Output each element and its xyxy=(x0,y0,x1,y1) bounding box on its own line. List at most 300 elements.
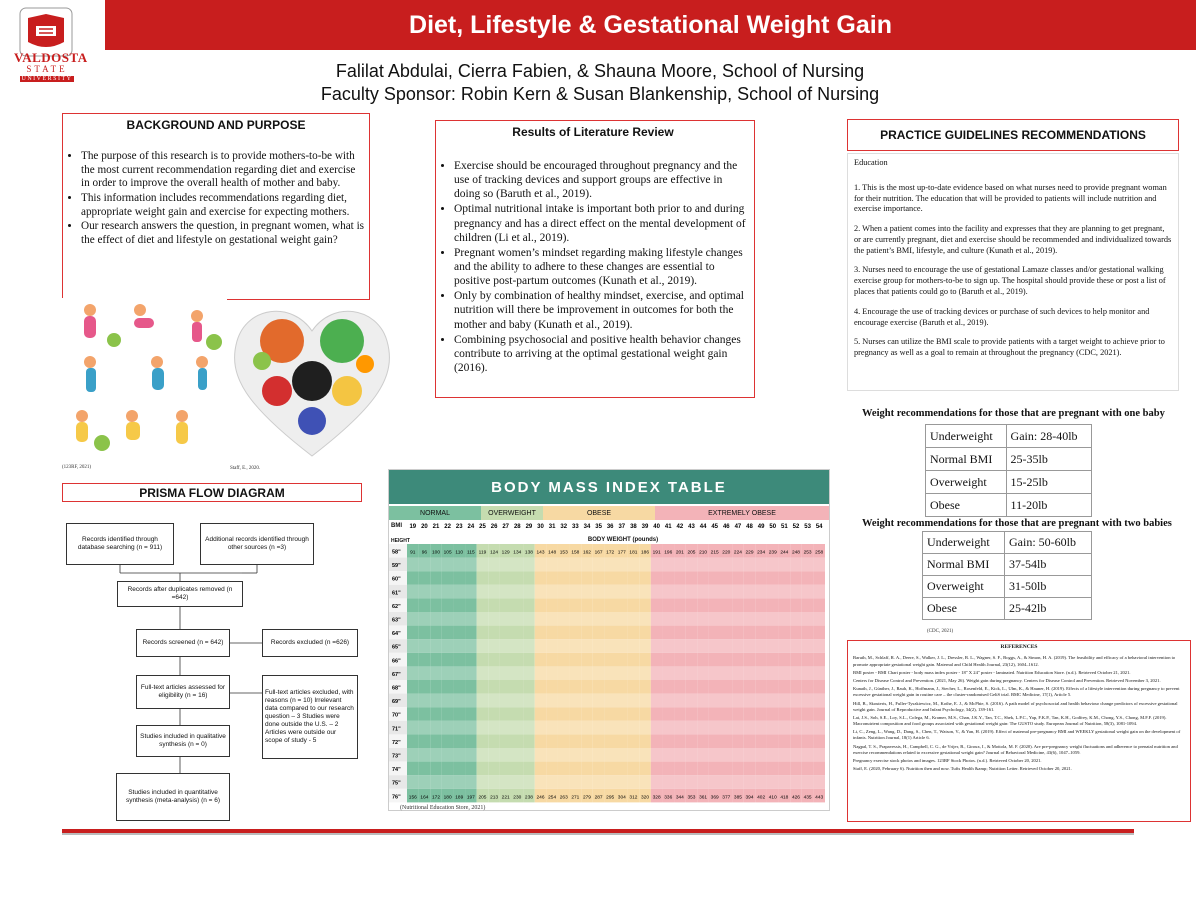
bmi-cell xyxy=(465,585,477,599)
bmi-weight-value: 181 xyxy=(629,550,638,556)
bmi-cell xyxy=(767,626,779,640)
bmi-cell xyxy=(628,775,640,789)
bmi-cell xyxy=(697,721,709,735)
bmi-cell xyxy=(790,571,802,585)
prisma-heading: PRISMA FLOW DIAGRAM xyxy=(139,485,285,500)
bmi-cell xyxy=(779,666,791,680)
bmi-cell xyxy=(628,694,640,708)
bmi-cell xyxy=(488,598,500,612)
bmi-cell xyxy=(512,707,524,721)
bmi-cell xyxy=(581,626,593,640)
bmi-cell xyxy=(790,598,802,612)
bmi-cell xyxy=(732,639,744,653)
bmi-cell xyxy=(419,666,431,680)
bmi-cell xyxy=(790,748,802,762)
bmi-cell xyxy=(442,748,454,762)
results-bullets xyxy=(440,159,746,375)
bmi-cell xyxy=(697,775,709,789)
bmi-cell xyxy=(767,612,779,626)
bmi-cell xyxy=(488,571,500,585)
bmi-cell xyxy=(523,748,535,762)
bmi-cell xyxy=(604,734,616,748)
bmi-height-label: 69" xyxy=(392,699,401,706)
bmi-cell xyxy=(407,666,419,680)
bmi-cell xyxy=(697,694,709,708)
bmi-cell xyxy=(709,626,721,640)
bmi-value-label: 52 xyxy=(792,524,800,530)
prisma-box-qualitative: Studies included in qualitative synthesis (n = 0) xyxy=(136,725,230,757)
bmi-cell xyxy=(442,626,454,640)
bmi-cell xyxy=(546,598,558,612)
bmi-cell xyxy=(628,639,640,653)
bmi-cell xyxy=(790,653,802,667)
bmi-cell xyxy=(465,762,477,776)
bmi-cell xyxy=(674,707,686,721)
bmi-cell xyxy=(593,721,605,735)
practice-heading-box xyxy=(847,119,1179,151)
bmi-cell xyxy=(558,558,570,572)
pregnancy-exercise-image xyxy=(62,298,227,460)
bmi-cell xyxy=(465,558,477,572)
bmi-cell xyxy=(709,585,721,599)
bmi-cell xyxy=(616,734,628,748)
bmi-cell xyxy=(546,558,558,572)
bmi-cell xyxy=(616,612,628,626)
table-cell: Obese xyxy=(926,494,1007,517)
bmi-cell xyxy=(500,558,512,572)
bmi-cell xyxy=(581,666,593,680)
bmi-weight-value: 353 xyxy=(687,795,696,801)
bmi-cell xyxy=(453,571,465,585)
bmi-cell xyxy=(744,558,756,572)
bmi-cell xyxy=(813,694,825,708)
bmi-cell xyxy=(767,666,779,680)
bmi-cell xyxy=(662,734,674,748)
bmi-cell xyxy=(674,598,686,612)
bmi-cell xyxy=(744,762,756,776)
bmi-weight-value: 394 xyxy=(745,795,754,801)
bmi-cell xyxy=(755,748,767,762)
bmi-weight-value: 271 xyxy=(571,795,580,801)
bmi-cell xyxy=(407,558,419,572)
bmi-cell xyxy=(721,748,733,762)
bmi-cell xyxy=(442,571,454,585)
bmi-cell xyxy=(465,653,477,667)
bmi-cell xyxy=(453,612,465,626)
bmi-cell xyxy=(570,626,582,640)
bmi-cell xyxy=(732,694,744,708)
bmi-cell xyxy=(616,626,628,640)
bmi-cell xyxy=(697,707,709,721)
bmi-cell xyxy=(407,612,419,626)
bmi-cell xyxy=(558,571,570,585)
bmi-cell xyxy=(453,598,465,612)
results-heading: Results of Literature Review xyxy=(512,125,674,139)
bmi-cell xyxy=(465,666,477,680)
bmi-cell xyxy=(477,748,489,762)
bmi-cell xyxy=(697,762,709,776)
bmi-value-label: 19 xyxy=(409,524,417,530)
bmi-cat-extreme: EXTREMELY OBESE xyxy=(655,506,829,520)
bmi-cell xyxy=(779,762,791,776)
reference-item: Staff, E. (2020, February 6). Nutrition then and now. Tufts Health &amp; Nutrition Letter. Retrieved October 20, 2021. xyxy=(853,766,1072,772)
bmi-cell xyxy=(616,694,628,708)
bmi-cell xyxy=(570,762,582,776)
bmi-weight-value: 234 xyxy=(757,550,766,556)
bmi-cell xyxy=(419,585,431,599)
bmi-cell xyxy=(709,694,721,708)
bmi-cell xyxy=(732,748,744,762)
bmi-cell xyxy=(790,680,802,694)
bmi-cell xyxy=(674,748,686,762)
bmi-cell xyxy=(732,653,744,667)
cdc-caption: (CDC, 2021) xyxy=(927,629,954,634)
bmi-cell xyxy=(500,626,512,640)
bmi-cell xyxy=(593,612,605,626)
bmi-cell xyxy=(744,598,756,612)
bmi-value-label: 26 xyxy=(490,524,498,530)
practice-item: 3. Nurses need to encourage the use of gestational Lamaze classes and/or gestational walking exercise group for mothers-to-be to sign up. The hospital should provide these or post a list of places that patients could go to (Baruth et al., 2019). xyxy=(854,265,1166,297)
bmi-cell xyxy=(488,748,500,762)
bmi-cell xyxy=(721,762,733,776)
bmi-cell xyxy=(523,734,535,748)
bmi-cell xyxy=(419,571,431,585)
bmi-cell xyxy=(813,585,825,599)
bmi-cell xyxy=(639,612,651,626)
bmi-cell xyxy=(813,680,825,694)
bmi-cell xyxy=(674,612,686,626)
bmi-cell xyxy=(674,585,686,599)
bmi-cell xyxy=(500,680,512,694)
bmi-cell xyxy=(523,585,535,599)
bmi-height-label: 74" xyxy=(392,767,401,774)
bmi-cell xyxy=(419,694,431,708)
bmi-cell xyxy=(558,598,570,612)
bmi-cell xyxy=(721,585,733,599)
bmi-cell xyxy=(523,775,535,789)
bmi-cell xyxy=(732,707,744,721)
bmi-cell xyxy=(767,734,779,748)
bmi-cell xyxy=(755,762,767,776)
bmi-cell xyxy=(500,734,512,748)
bmi-height-label: 75" xyxy=(392,780,401,787)
bmi-cell xyxy=(651,666,663,680)
bmi-cell xyxy=(686,734,698,748)
bmi-cell xyxy=(604,680,616,694)
bmi-cell xyxy=(697,626,709,640)
weight-two-heading: Weight recommendations for those that are pregnant with two babies xyxy=(862,518,1172,529)
bmi-cell xyxy=(523,694,535,708)
weight-two-table xyxy=(922,531,1092,620)
bmi-cell xyxy=(465,571,477,585)
bmi-cell xyxy=(604,639,616,653)
bmi-cell xyxy=(813,748,825,762)
bmi-cell xyxy=(802,680,814,694)
bmi-title: BODY MASS INDEX TABLE xyxy=(389,470,829,504)
bmi-cell xyxy=(570,775,582,789)
bmi-cell xyxy=(604,612,616,626)
bmi-cell xyxy=(732,626,744,640)
bmi-weight-value: 91 xyxy=(410,550,416,556)
bmi-cell xyxy=(604,558,616,572)
bmi-cell xyxy=(546,775,558,789)
bmi-weight-value: 369 xyxy=(710,795,719,801)
bmi-cell xyxy=(616,775,628,789)
bmi-cell xyxy=(813,707,825,721)
bmi-cell xyxy=(802,707,814,721)
bmi-cell xyxy=(721,694,733,708)
bmi-cell xyxy=(488,775,500,789)
bmi-cell xyxy=(488,585,500,599)
bmi-weight-value: 312 xyxy=(629,795,638,801)
bmi-cell xyxy=(697,734,709,748)
bmi-cell xyxy=(639,653,651,667)
bmi-cell xyxy=(500,571,512,585)
bmi-height-label: 59" xyxy=(392,563,401,570)
bmi-cell xyxy=(802,585,814,599)
bmi-height-label: 73" xyxy=(392,753,401,760)
bmi-cell xyxy=(593,707,605,721)
bmi-cell xyxy=(697,585,709,599)
reference-item: Centers for Disease Control and Prevention. (2021, May 26). Weight gain during pregnancy. Centers for Disease Control and Prevention. Retrieved November 3, 2021. xyxy=(853,677,1161,683)
bmi-cell xyxy=(546,639,558,653)
bmi-weight-value: 105 xyxy=(443,550,452,556)
bmi-cell xyxy=(407,762,419,776)
bmi-weight-value: 377 xyxy=(722,795,731,801)
bmi-cell xyxy=(813,571,825,585)
bmi-cell xyxy=(651,626,663,640)
bmi-cell xyxy=(767,598,779,612)
bmi-weight-value: 205 xyxy=(478,795,487,801)
bmi-cell xyxy=(500,639,512,653)
bmi-cell xyxy=(465,775,477,789)
bmi-cell xyxy=(790,639,802,653)
table-row xyxy=(926,448,1092,471)
bmi-cell xyxy=(604,571,616,585)
bmi-cell xyxy=(802,748,814,762)
bmi-cell xyxy=(662,585,674,599)
bmi-cell xyxy=(732,775,744,789)
bmi-weight-value: 156 xyxy=(408,795,417,801)
bmi-cell xyxy=(628,707,640,721)
bmi-cell xyxy=(674,721,686,735)
bmi-cell xyxy=(686,571,698,585)
bmi-weight-value: 287 xyxy=(594,795,603,801)
bmi-value-label: 46 xyxy=(722,524,730,530)
bmi-cell xyxy=(523,653,535,667)
bmi-cell xyxy=(407,571,419,585)
bmi-cell xyxy=(697,680,709,694)
bmi-cell xyxy=(639,639,651,653)
bmi-height-label: 58" xyxy=(392,549,401,556)
bmi-cell xyxy=(419,775,431,789)
bmi-value-label: 39 xyxy=(641,524,649,530)
bmi-cell xyxy=(593,666,605,680)
bmi-cell xyxy=(744,707,756,721)
bmi-cell xyxy=(732,721,744,735)
bmi-cell xyxy=(616,558,628,572)
bmi-cell xyxy=(662,680,674,694)
bmi-cell xyxy=(512,721,524,735)
bmi-weight-value: 244 xyxy=(780,550,789,556)
bmi-weight-value: 124 xyxy=(490,550,499,556)
bmi-cell xyxy=(442,666,454,680)
bmi-cell xyxy=(616,598,628,612)
bmi-cell xyxy=(674,775,686,789)
bmi-cell xyxy=(639,558,651,572)
bmi-cell xyxy=(813,598,825,612)
bmi-weight-value: 158 xyxy=(571,550,580,556)
bmi-cell xyxy=(593,598,605,612)
bmi-cell xyxy=(512,571,524,585)
bmi-cell xyxy=(628,626,640,640)
bmi-cell xyxy=(488,721,500,735)
bmi-cell xyxy=(500,775,512,789)
bmi-cell xyxy=(465,626,477,640)
bmi-cell xyxy=(430,653,442,667)
bmi-cell xyxy=(662,653,674,667)
bmi-cell xyxy=(802,762,814,776)
bmi-cell xyxy=(686,598,698,612)
bmi-cell xyxy=(593,762,605,776)
bmi-value-label: 47 xyxy=(734,524,742,530)
bmi-cell xyxy=(755,571,767,585)
bmi-weight-value: 186 xyxy=(641,550,650,556)
table-row xyxy=(926,471,1092,494)
reference-item: Hill, B., Skouteris, H., Fuller-Tyszkiewicz, M., Kothe, E. J., & McPhie, S. (2016). A path model of psychosocial and health behaviour change predictors of excessive gestational weight gain. Journal of Reproductive and Infant Psychology, 34(2), 139-161. xyxy=(853,700,1178,712)
prisma-box-quantitative: Studies included in quantitative synthesis (meta-analysis) (n = 6) xyxy=(116,773,230,821)
bmi-cell xyxy=(639,666,651,680)
bmi-cell xyxy=(477,612,489,626)
bmi-cell xyxy=(651,612,663,626)
bmi-cell xyxy=(570,598,582,612)
bmi-cell xyxy=(593,694,605,708)
bmi-weight-value: 213 xyxy=(490,795,499,801)
bmi-cell xyxy=(651,734,663,748)
bmi-cell xyxy=(651,558,663,572)
bmi-cat-obese: OBESE xyxy=(543,506,655,520)
bmi-cell xyxy=(430,707,442,721)
bmi-cell xyxy=(430,666,442,680)
prisma-box-excluded: Records excluded (n =626) xyxy=(262,629,358,657)
bmi-cell xyxy=(558,666,570,680)
bmi-cell xyxy=(500,653,512,667)
bmi-cell xyxy=(419,653,431,667)
bmi-cell xyxy=(465,694,477,708)
bmi-height-label: 71" xyxy=(392,726,401,733)
bmi-cell xyxy=(581,707,593,721)
bmi-cell xyxy=(512,680,524,694)
bmi-value-label: 25 xyxy=(479,524,486,530)
bmi-value-label: 45 xyxy=(711,524,719,530)
bmi-weight-value: 248 xyxy=(791,550,800,556)
bmi-cell xyxy=(802,626,814,640)
reference-item: Lai, J.S., Soh, S.E., Loy, S.L., Colega, M., Kramer, M.S., Chan, J.K.Y., Tan, T.C., Shek, L.P.C., Yap, F.K.P., Tan, K.H., Godfrey, K.M., Chong, Y.S., Chong, M.F.F. (2019). Macronutrient composition and food groups associated with gestational weight gain: The GUSTO study. European Journal of Nutrition, 58(3), 1081-1094. xyxy=(853,714,1167,727)
bmi-cell xyxy=(430,734,442,748)
prisma-heading-box xyxy=(62,483,362,502)
bmi-cell xyxy=(512,775,524,789)
weight-label: BODY WEIGHT (pounds) xyxy=(587,537,659,543)
bmi-cell xyxy=(628,762,640,776)
bmi-cell xyxy=(488,639,500,653)
bmi-cell xyxy=(581,585,593,599)
bmi-cell xyxy=(535,680,547,694)
bmi-cell xyxy=(662,721,674,735)
bmi-cell xyxy=(546,666,558,680)
bmi-cell xyxy=(639,707,651,721)
bmi-cell xyxy=(779,558,791,572)
bmi-value-label: 37 xyxy=(618,524,626,530)
bmi-cell xyxy=(813,653,825,667)
logo-line3: UNIVERSITY xyxy=(21,76,73,82)
bmi-cell xyxy=(721,612,733,626)
bmi-cell xyxy=(535,585,547,599)
bmi-cell xyxy=(593,558,605,572)
bmi-cell xyxy=(744,666,756,680)
bmi-cell xyxy=(477,734,489,748)
bmi-cell xyxy=(616,680,628,694)
bmi-cell xyxy=(512,694,524,708)
bmi-cell xyxy=(500,762,512,776)
bmi-value-label: 32 xyxy=(560,524,568,530)
bmi-cell xyxy=(709,762,721,776)
bmi-cell xyxy=(570,639,582,653)
bmi-value-label: 50 xyxy=(769,524,777,530)
prisma-box-identified: Records identified through database searching (n = 911) xyxy=(66,523,174,565)
bmi-cell xyxy=(686,775,698,789)
bmi-cell xyxy=(430,598,442,612)
prisma-box-additional: Additional records identified through other sources (n =3) xyxy=(200,523,314,565)
bmi-cell xyxy=(570,571,582,585)
authors-line1: Falilat Abdulai, Cierra Fabien, & Shauna Moore, School of Nursing xyxy=(335,61,865,81)
bmi-cell xyxy=(709,748,721,762)
bmi-cell xyxy=(442,612,454,626)
bmi-cell xyxy=(535,639,547,653)
bmi-cell xyxy=(616,707,628,721)
bmi-cell xyxy=(500,694,512,708)
weight-one-heading: Weight recommendations for those that are pregnant with one baby xyxy=(862,408,1165,419)
bmi-weight-value: 435 xyxy=(803,795,812,801)
bmi-cell xyxy=(721,653,733,667)
bmi-weight-value: 279 xyxy=(582,795,591,801)
bmi-cell xyxy=(686,762,698,776)
bmi-cell xyxy=(744,734,756,748)
bmi-cell xyxy=(616,653,628,667)
bmi-cell xyxy=(546,721,558,735)
bmi-weight-value: 110 xyxy=(455,550,464,556)
bmi-cell xyxy=(604,762,616,776)
results-bullet: • Pregnant women’s mindset regarding making lifestyle changes and the ability to adhere to these changes are essential to positive post-partum outcomes (Kunath et al., 2019). xyxy=(454,246,746,288)
bmi-cell xyxy=(709,666,721,680)
bmi-cell xyxy=(790,707,802,721)
bmi-cell xyxy=(651,707,663,721)
bmi-cell xyxy=(581,612,593,626)
bmi-cell xyxy=(813,666,825,680)
bmi-cell xyxy=(523,707,535,721)
bmi-cell xyxy=(604,626,616,640)
heart-food-image xyxy=(227,296,397,462)
bmi-cell xyxy=(790,585,802,599)
bmi-cell xyxy=(488,558,500,572)
bmi-cell xyxy=(744,639,756,653)
bmi-cell xyxy=(593,585,605,599)
bmi-weight-value: 304 xyxy=(617,795,626,801)
bmi-cell xyxy=(407,680,419,694)
bmi-cell xyxy=(813,558,825,572)
reference-item: BMI poster - BMI Chart poster - body mass index poster - 18" X 24" poster - laminated. Nutrition Education Store. (n.d.). Retrieved October 21, 2021. xyxy=(853,669,1131,675)
bmi-weight-value: 239 xyxy=(768,550,777,556)
results-bullet: • Combining psychosocial and positive health behavior changes contribute to arriving at the optimal gestational weight gain (2016). xyxy=(454,333,746,375)
